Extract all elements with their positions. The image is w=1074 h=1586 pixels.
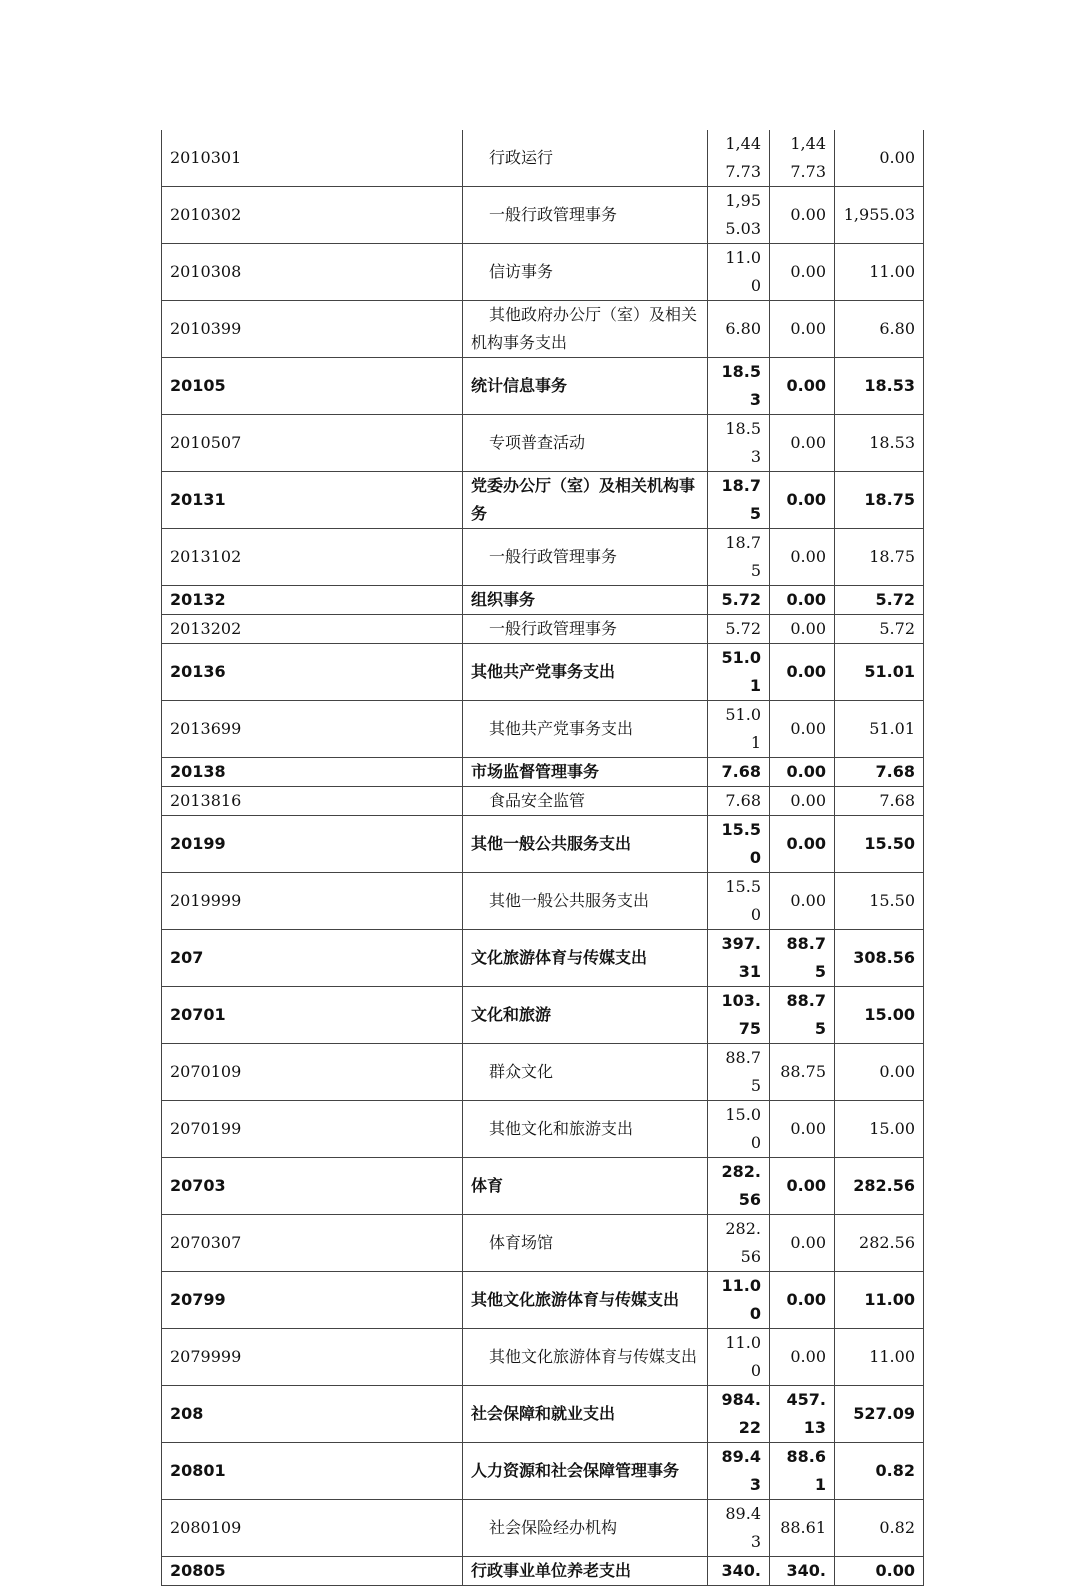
project-expenditure-cell: 11.00 [835, 244, 924, 301]
basic-expenditure-cell: 0.00 [770, 301, 835, 358]
subject-code-cell: 2019999 [162, 873, 463, 930]
basic-expenditure-cell: 0.00 [770, 758, 835, 787]
subject-code-cell: 207 [162, 930, 463, 987]
basic-expenditure-cell: 0.00 [770, 644, 835, 701]
subject-name-cell: 市场监督管理事务 [463, 758, 708, 787]
table-row [162, 1215, 924, 1272]
project-expenditure-cell: 11.00 [835, 1329, 924, 1386]
table-row [162, 130, 924, 187]
basic-expenditure-cell: 0.00 [770, 1215, 835, 1272]
budget-expenditure-table [161, 130, 924, 1586]
project-expenditure-cell: 18.53 [835, 415, 924, 472]
subject-code-cell: 20805 [162, 1557, 463, 1586]
basic-expenditure-cell: 340. [770, 1557, 835, 1586]
table-row [162, 930, 924, 987]
total-amount-cell: 18.75 [708, 529, 770, 586]
project-expenditure-cell: 5.72 [835, 615, 924, 644]
subject-code-cell: 2010507 [162, 415, 463, 472]
total-amount-cell: 89.43 [708, 1443, 770, 1500]
subject-code-cell: 2010308 [162, 244, 463, 301]
subject-name-cell: 其他一般公共服务支出 [463, 873, 708, 930]
table-row [162, 358, 924, 415]
total-amount-cell: 18.53 [708, 358, 770, 415]
total-amount-cell: 11.00 [708, 1272, 770, 1329]
total-amount-cell: 5.72 [708, 586, 770, 615]
table-row [162, 1386, 924, 1443]
total-amount-cell: 1,447.73 [708, 130, 770, 187]
total-amount-cell: 7.68 [708, 787, 770, 816]
basic-expenditure-cell: 0.00 [770, 358, 835, 415]
subject-name-cell: 行政运行 [463, 130, 708, 187]
table-row [162, 415, 924, 472]
project-expenditure-cell: 18.53 [835, 358, 924, 415]
subject-name-cell: 体育场馆 [463, 1215, 708, 1272]
subject-name-cell: 其他政府办公厅（室）及相关机构事务支出 [463, 301, 708, 358]
table-row [162, 1329, 924, 1386]
total-amount-cell: 11.00 [708, 1329, 770, 1386]
subject-name-cell: 人力资源和社会保障管理事务 [463, 1443, 708, 1500]
total-amount-cell: 340. [708, 1557, 770, 1586]
subject-code-cell: 20801 [162, 1443, 463, 1500]
table-row [162, 1101, 924, 1158]
basic-expenditure-cell: 1,447.73 [770, 130, 835, 187]
total-amount-cell: 51.01 [708, 701, 770, 758]
subject-name-cell: 体育 [463, 1158, 708, 1215]
project-expenditure-cell: 15.50 [835, 873, 924, 930]
table-body [162, 130, 924, 1586]
project-expenditure-cell: 0.00 [835, 130, 924, 187]
basic-expenditure-cell: 0.00 [770, 1158, 835, 1215]
total-amount-cell: 89.43 [708, 1500, 770, 1557]
subject-code-cell: 20131 [162, 472, 463, 529]
project-expenditure-cell: 1,955.03 [835, 187, 924, 244]
total-amount-cell: 7.68 [708, 758, 770, 787]
subject-name-cell: 一般行政管理事务 [463, 187, 708, 244]
basic-expenditure-cell: 0.00 [770, 586, 835, 615]
basic-expenditure-cell: 0.00 [770, 187, 835, 244]
table-row [162, 644, 924, 701]
project-expenditure-cell: 282.56 [835, 1215, 924, 1272]
subject-code-cell: 20199 [162, 816, 463, 873]
project-expenditure-cell: 6.80 [835, 301, 924, 358]
table-row [162, 1500, 924, 1557]
subject-name-cell: 一般行政管理事务 [463, 529, 708, 586]
project-expenditure-cell: 15.00 [835, 1101, 924, 1158]
subject-name-cell: 统计信息事务 [463, 358, 708, 415]
subject-code-cell: 2070307 [162, 1215, 463, 1272]
subject-code-cell: 2010301 [162, 130, 463, 187]
table-row [162, 472, 924, 529]
basic-expenditure-cell: 0.00 [770, 472, 835, 529]
subject-name-cell: 其他文化旅游体育与传媒支出 [463, 1329, 708, 1386]
subject-name-cell: 其他共产党事务支出 [463, 644, 708, 701]
table-row [162, 1272, 924, 1329]
project-expenditure-cell: 527.09 [835, 1386, 924, 1443]
total-amount-cell: 88.75 [708, 1044, 770, 1101]
basic-expenditure-cell: 0.00 [770, 873, 835, 930]
subject-code-cell: 2070199 [162, 1101, 463, 1158]
total-amount-cell: 51.01 [708, 644, 770, 701]
total-amount-cell: 984.22 [708, 1386, 770, 1443]
table-row [162, 187, 924, 244]
subject-code-cell: 20105 [162, 358, 463, 415]
subject-name-cell: 组织事务 [463, 586, 708, 615]
subject-code-cell: 2013102 [162, 529, 463, 586]
total-amount-cell: 5.72 [708, 615, 770, 644]
basic-expenditure-cell: 0.00 [770, 816, 835, 873]
table-row [162, 1443, 924, 1500]
subject-name-cell: 党委办公厅（室）及相关机构事务 [463, 472, 708, 529]
table-row [162, 1158, 924, 1215]
subject-code-cell: 2010399 [162, 301, 463, 358]
total-amount-cell: 103.75 [708, 987, 770, 1044]
table-row [162, 1044, 924, 1101]
basic-expenditure-cell: 0.00 [770, 1101, 835, 1158]
table-row [162, 701, 924, 758]
subject-name-cell: 社会保险经办机构 [463, 1500, 708, 1557]
subject-code-cell: 20136 [162, 644, 463, 701]
basic-expenditure-cell: 88.61 [770, 1443, 835, 1500]
table-row [162, 1557, 924, 1586]
basic-expenditure-cell: 88.75 [770, 930, 835, 987]
subject-name-cell: 一般行政管理事务 [463, 615, 708, 644]
subject-name-cell: 其他共产党事务支出 [463, 701, 708, 758]
basic-expenditure-cell: 88.75 [770, 1044, 835, 1101]
project-expenditure-cell: 0.82 [835, 1500, 924, 1557]
subject-code-cell: 20701 [162, 987, 463, 1044]
subject-code-cell: 208 [162, 1386, 463, 1443]
project-expenditure-cell: 7.68 [835, 787, 924, 816]
project-expenditure-cell: 15.50 [835, 816, 924, 873]
subject-name-cell: 其他文化和旅游支出 [463, 1101, 708, 1158]
basic-expenditure-cell: 88.61 [770, 1500, 835, 1557]
basic-expenditure-cell: 0.00 [770, 787, 835, 816]
subject-code-cell: 2070109 [162, 1044, 463, 1101]
basic-expenditure-cell: 0.00 [770, 701, 835, 758]
project-expenditure-cell: 0.00 [835, 1557, 924, 1586]
subject-name-cell: 信访事务 [463, 244, 708, 301]
total-amount-cell: 15.50 [708, 816, 770, 873]
subject-code-cell: 2010302 [162, 187, 463, 244]
project-expenditure-cell: 51.01 [835, 701, 924, 758]
table-row [162, 787, 924, 816]
subject-name-cell: 文化旅游体育与传媒支出 [463, 930, 708, 987]
total-amount-cell: 15.50 [708, 873, 770, 930]
table-row [162, 758, 924, 787]
basic-expenditure-cell: 0.00 [770, 1329, 835, 1386]
project-expenditure-cell: 282.56 [835, 1158, 924, 1215]
total-amount-cell: 18.75 [708, 472, 770, 529]
project-expenditure-cell: 308.56 [835, 930, 924, 987]
subject-name-cell: 专项普查活动 [463, 415, 708, 472]
table-row [162, 873, 924, 930]
total-amount-cell: 15.00 [708, 1101, 770, 1158]
basic-expenditure-cell: 0.00 [770, 415, 835, 472]
table-row [162, 586, 924, 615]
subject-name-cell: 其他文化旅游体育与传媒支出 [463, 1272, 708, 1329]
subject-name-cell: 社会保障和就业支出 [463, 1386, 708, 1443]
subject-name-cell: 群众文化 [463, 1044, 708, 1101]
total-amount-cell: 18.53 [708, 415, 770, 472]
table-row [162, 244, 924, 301]
project-expenditure-cell: 15.00 [835, 987, 924, 1044]
subject-code-cell: 2080109 [162, 1500, 463, 1557]
total-amount-cell: 282.56 [708, 1215, 770, 1272]
basic-expenditure-cell: 0.00 [770, 1272, 835, 1329]
project-expenditure-cell: 0.82 [835, 1443, 924, 1500]
subject-code-cell: 20132 [162, 586, 463, 615]
basic-expenditure-cell: 0.00 [770, 244, 835, 301]
subject-code-cell: 20138 [162, 758, 463, 787]
subject-name-cell: 文化和旅游 [463, 987, 708, 1044]
subject-code-cell: 2079999 [162, 1329, 463, 1386]
basic-expenditure-cell: 88.75 [770, 987, 835, 1044]
project-expenditure-cell: 18.75 [835, 472, 924, 529]
table-row [162, 301, 924, 358]
table-row [162, 816, 924, 873]
total-amount-cell: 397.31 [708, 930, 770, 987]
subject-name-cell: 行政事业单位养老支出 [463, 1557, 708, 1586]
subject-name-cell: 其他一般公共服务支出 [463, 816, 708, 873]
total-amount-cell: 11.00 [708, 244, 770, 301]
subject-code-cell: 20703 [162, 1158, 463, 1215]
project-expenditure-cell: 5.72 [835, 586, 924, 615]
subject-code-cell: 20799 [162, 1272, 463, 1329]
project-expenditure-cell: 7.68 [835, 758, 924, 787]
total-amount-cell: 1,955.03 [708, 187, 770, 244]
project-expenditure-cell: 18.75 [835, 529, 924, 586]
subject-code-cell: 2013816 [162, 787, 463, 816]
total-amount-cell: 6.80 [708, 301, 770, 358]
project-expenditure-cell: 11.00 [835, 1272, 924, 1329]
project-expenditure-cell: 0.00 [835, 1044, 924, 1101]
total-amount-cell: 282.56 [708, 1158, 770, 1215]
table-row [162, 529, 924, 586]
basic-expenditure-cell: 0.00 [770, 615, 835, 644]
subject-name-cell: 食品安全监管 [463, 787, 708, 816]
subject-code-cell: 2013699 [162, 701, 463, 758]
basic-expenditure-cell: 0.00 [770, 529, 835, 586]
subject-code-cell: 2013202 [162, 615, 463, 644]
table-row [162, 987, 924, 1044]
table-row [162, 615, 924, 644]
basic-expenditure-cell: 457.13 [770, 1386, 835, 1443]
project-expenditure-cell: 51.01 [835, 644, 924, 701]
